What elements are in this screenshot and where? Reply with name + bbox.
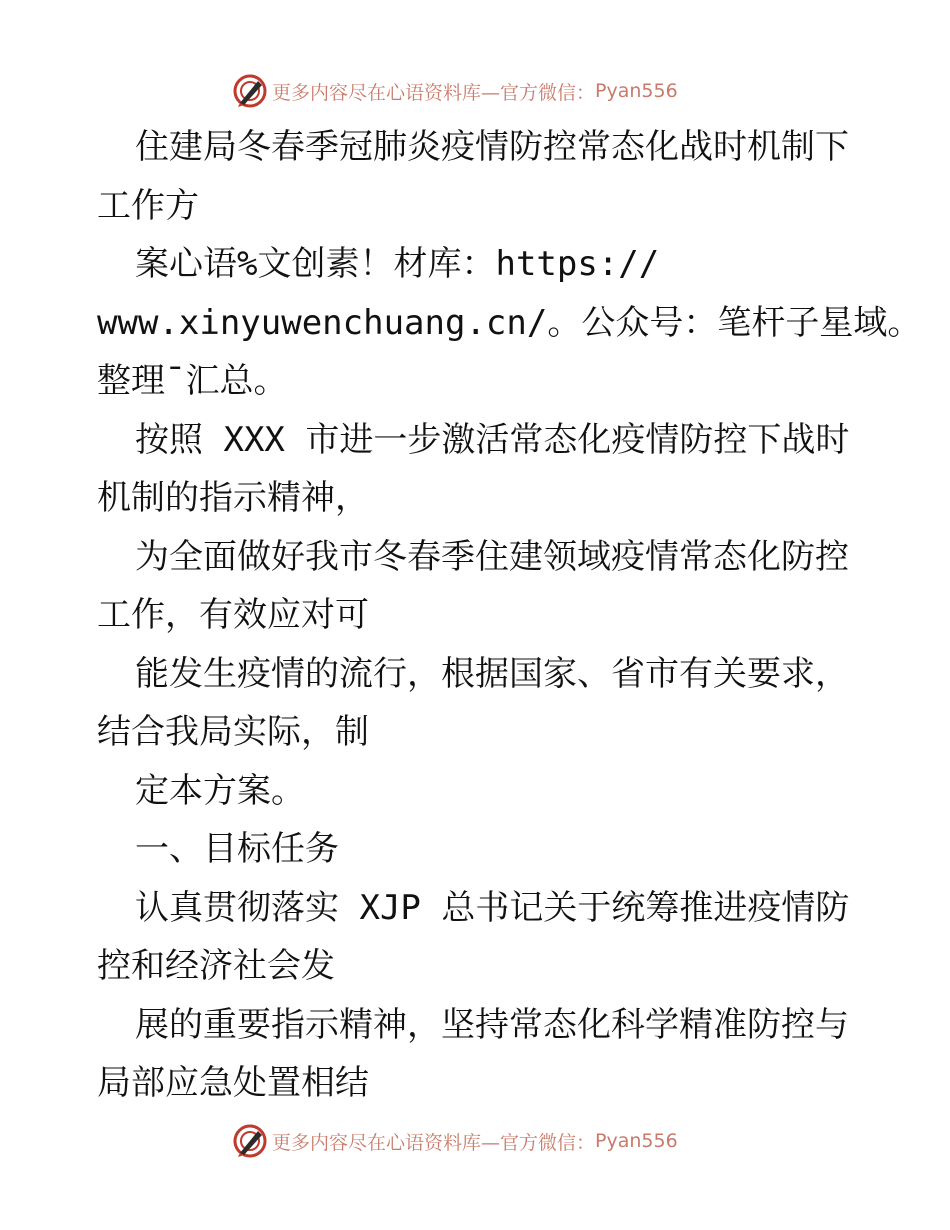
text-line: 展的重要指示精神，坚持常态化科学精准防控与 — [135, 1004, 849, 1045]
text-line: 控和经济社会发 — [97, 946, 335, 986]
pen-logo-icon — [232, 1123, 268, 1159]
banner-wechat-id: Pyan556 — [595, 80, 678, 102]
footer-banner — [232, 1122, 732, 1160]
text-line: 局部应急处置相结 — [97, 1063, 369, 1103]
text-line: 机制的指示精神， — [97, 478, 369, 518]
text-line: 工作方 — [97, 185, 199, 226]
text-line: 能发生疫情的流行，根据国家、省市有关要求， — [135, 653, 849, 694]
header-banner — [232, 72, 732, 110]
text-line: 住建局冬春季冠肺炎疫情防控常态化战时机制下 — [135, 127, 849, 167]
text-line: www.xinyuwenchuang.cn/。公众号：笔杆子星域。 — [97, 302, 922, 343]
banner-text: 更多内容尽在心语资料库—官方微信： — [272, 1131, 596, 1154]
text-line: 整理¯汇总。 — [97, 361, 288, 401]
text-line: 工作，有效应对可 — [97, 595, 369, 635]
pen-logo-icon — [232, 73, 268, 109]
text-line: 按照 XXX 市进一步激活常态化疫情防控下战时 — [135, 419, 850, 460]
text-line: 案心语%文创素！材库：https:// — [135, 244, 660, 284]
text-line: 认真贯彻落实 XJP 总书记关于统筹推进疫情防 — [135, 887, 850, 928]
banner-wechat-id: Pyan556 — [595, 1130, 678, 1152]
document-body — [97, 118, 922, 1113]
text-line: 为全面做好我市冬春季住建领域疫情常态化防控 — [135, 536, 849, 577]
banner-text: 更多内容尽在心语资料库—官方微信： — [272, 81, 596, 104]
text-line: 定本方案。 — [135, 770, 305, 811]
text-line: 一、目标任务 — [135, 829, 339, 869]
text-line: 结合我局实际，制 — [97, 712, 369, 752]
